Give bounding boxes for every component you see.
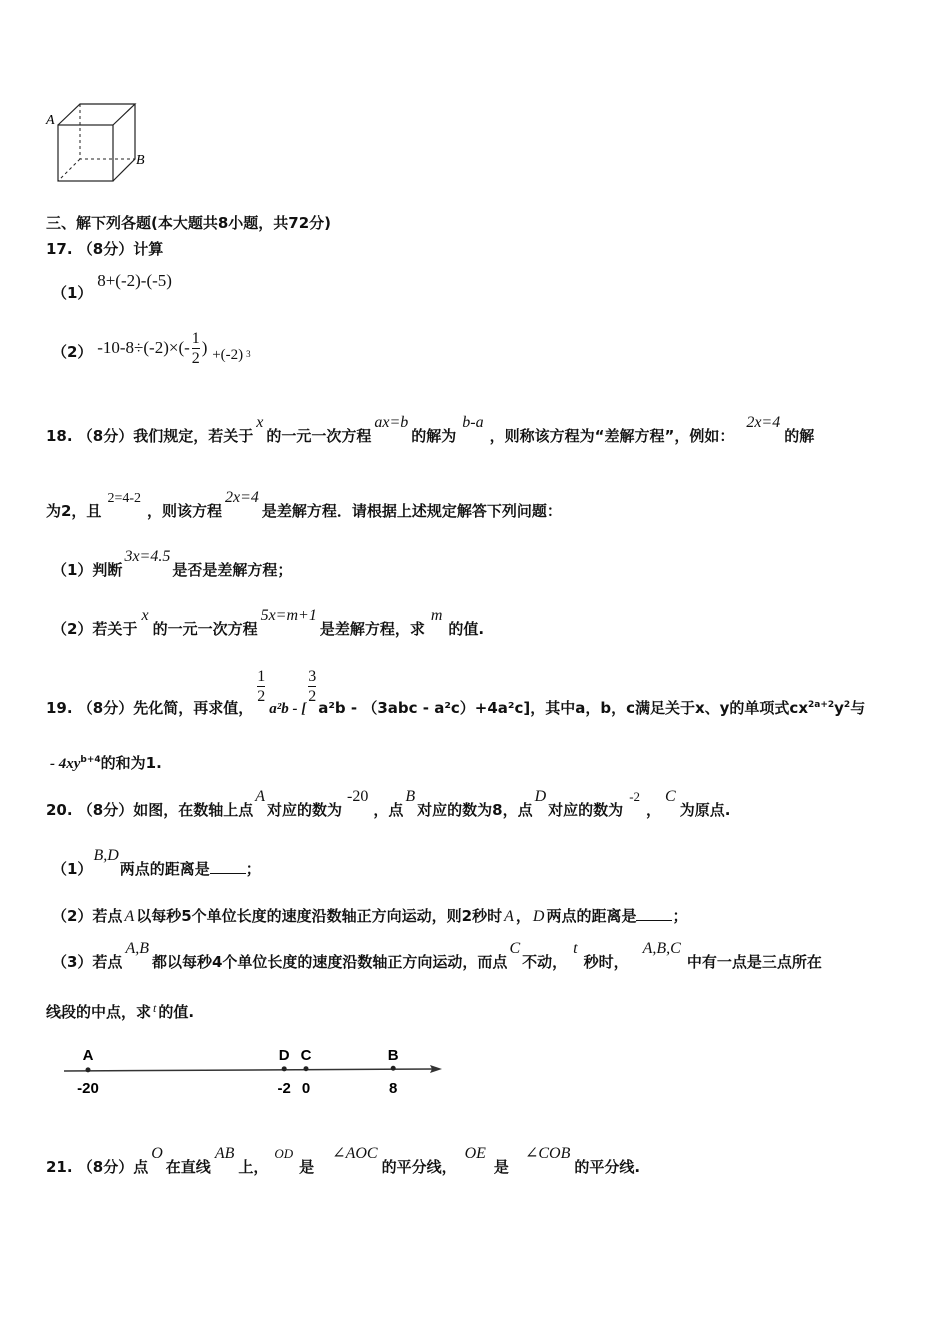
q20-t5: ， [646, 801, 662, 819]
q20-p3-t1: 都以每秒4个单位长度的速度沿数轴正方向运动，而点 [151, 953, 508, 971]
q18-p1-label: （1）判断 [52, 561, 123, 579]
number-line-point-c [304, 1066, 309, 1071]
q18-p2-t1: 的一元一次方程 [152, 620, 258, 638]
q19-l2-t1: - 4xy [50, 756, 81, 772]
number-line-value-c: 0 [301, 1080, 311, 1097]
q19-t3: y [834, 699, 844, 718]
q19-line1 [46, 668, 866, 718]
q20-p3-t: t [573, 940, 578, 957]
q20-part2 [52, 905, 688, 926]
q18-l2-t3: 是差解方程．请根据上述规定解答下列问题： [261, 502, 562, 520]
q20-p2-text1: （2）若点 [52, 907, 123, 925]
cube-right-edges [113, 104, 135, 181]
number-line-axis [64, 1069, 436, 1071]
number-line-value-d: -2 [277, 1080, 291, 1097]
q19-frac1 [257, 668, 265, 705]
q20-D: D [534, 788, 547, 805]
q20-p3-ab: A,B [125, 940, 149, 957]
q18-p2-label: （2）若关于 [52, 620, 138, 638]
q18-part2 [52, 607, 485, 639]
q21-t5: 是 [493, 1158, 509, 1176]
q18-eq-2x4b: 2x=4 [225, 489, 259, 506]
q17-part2-exp: 3 [246, 349, 251, 360]
number-line-label-c: C [300, 1047, 312, 1064]
q19-t2 [318, 699, 865, 717]
q20-p3-l2: 线段的中点，求 [46, 1003, 152, 1021]
cube-top-edges [58, 104, 135, 125]
q18-t4: 的解 [784, 427, 815, 445]
q18-t2: 的解为 [411, 427, 457, 445]
q20-p1-bd: B,D [93, 847, 119, 864]
q18-p2-x: x [141, 607, 149, 624]
q17-part2-left: -10-8÷(-2)×(- [97, 338, 190, 358]
section-heading: 三、解下列各题(本大题共8小题，共72分) [46, 214, 332, 232]
q20-p3-t3: 秒时， [583, 953, 629, 971]
q17-part1-expr: 8+(-2)-(-5) [97, 271, 172, 290]
q18-eq-axb: ax=b [374, 414, 409, 431]
number-line-point-d [282, 1066, 287, 1071]
q17-frac-num: 1 [191, 330, 200, 347]
q17-part1-label: （1） [52, 284, 93, 302]
q18-p1-eq: 3x=4.5 [124, 548, 171, 565]
q21-angAOC: ∠AOC [332, 1145, 378, 1162]
q20-p2-d: D [532, 908, 545, 925]
q20-p3-l2-t: t [153, 1001, 157, 1015]
q17-part2 [52, 330, 251, 367]
q19-frac2-den: 2 [308, 687, 317, 705]
q17-frac-den: 2 [191, 349, 200, 367]
q18-p2-t3: 的值. [448, 620, 485, 638]
q18-t3: ，则称该方程为“差解方程”，例如： [489, 427, 735, 445]
q19-sup2: 2 [843, 700, 851, 711]
q18-eq-2x4: 2x=4 [746, 414, 781, 431]
q19-frac1-den: 2 [257, 687, 266, 705]
q19-frac1-num: 1 [257, 668, 266, 685]
q18-part1 [52, 548, 293, 580]
q20-p1-blank[interactable] [210, 873, 246, 874]
q21-angCOB: ∠COB [524, 1145, 571, 1162]
q20-num: 20. （8分）如图，在数轴上点 [46, 801, 254, 819]
number-line-point-a [86, 1067, 91, 1072]
cube-figure [44, 100, 154, 185]
q17-part2-right: ) [201, 338, 208, 358]
q20-t4: 对应的数为 [548, 801, 624, 819]
q21-t3: 是 [299, 1158, 315, 1176]
q20-t1: 对应的数为 [267, 801, 343, 819]
q20-t6: 为原点. [679, 801, 731, 819]
q18-p2-m: m [430, 607, 443, 624]
q17-stem: 17. （8分）计算 [46, 240, 164, 258]
q20-C: C [665, 788, 676, 805]
q20-p3-label: （3）若点 [52, 953, 123, 971]
q20-part3-line2 [46, 1001, 194, 1022]
q18-t1: 的一元一次方程 [266, 427, 372, 445]
q18-p2-eq: 5x=m+1 [260, 607, 317, 624]
q21-OD: OD [274, 1146, 294, 1161]
q20-part3 [52, 940, 822, 972]
q21-O: O [151, 1145, 163, 1162]
q19-frac2-num: 3 [308, 668, 317, 685]
q20-p3-t4: 中有一点是三点所在 [686, 953, 822, 971]
q20-p1-text: 两点的距离是 [119, 860, 210, 878]
cube-hidden-diagonal [58, 159, 80, 181]
q21-t6: 的平分线. [574, 1158, 641, 1176]
q20-p1-label: （1） [52, 860, 93, 878]
q20-p2-text2: 以每秒5个单位长度的速度沿数轴正方向运动，则2秒时 [136, 907, 503, 925]
q20-t3: 对应的数为8，点 [417, 801, 533, 819]
q21-line [46, 1145, 641, 1177]
q17-part2-tail: +(-2) [212, 347, 244, 364]
q20-p3-t2: 不动， [522, 953, 568, 971]
q18-eq-24-2: 2=4-2 [107, 491, 141, 506]
q20-valD: -2 [629, 789, 641, 804]
q19-t4: 与 [850, 699, 866, 718]
q19-line2 [50, 752, 162, 773]
number-line-point-b [391, 1066, 396, 1071]
q19-t2-text: a²b - （3abc - a²c）+4a²c]，其中a，b，c满足关于x、y的单项式cx [318, 699, 808, 718]
q18-p1-tail: 是否是差解方程； [172, 561, 293, 579]
number-line-label-a: A [82, 1047, 94, 1064]
q21-AB: AB [214, 1145, 235, 1162]
q19-num: 19. （8分）先化简，再求值， [46, 699, 254, 718]
q19-l2-sup: b+4 [80, 755, 101, 765]
number-line-value-a: -20 [77, 1080, 99, 1097]
q18-line1 [46, 414, 815, 446]
q20-p1-end: ； [245, 860, 261, 878]
q20-p2-blank[interactable] [636, 920, 672, 921]
q18-var-x: x [256, 414, 264, 431]
q18-l2-t2: ，则该方程 [147, 502, 223, 520]
q21-OE: OE [464, 1145, 486, 1162]
q20-A: A [255, 788, 266, 805]
q20-p2-a2: A [504, 908, 514, 925]
q21-t2: 上， [238, 1158, 269, 1176]
q20-p2-end: ； [672, 907, 688, 925]
q18-num: 18. （8分）我们规定，若关于 [46, 427, 254, 445]
q20-p3-l2-end: 的值. [158, 1003, 195, 1021]
number-line [60, 1038, 460, 1108]
q18-l2-t1: 为2，且 [46, 502, 102, 520]
q17-part2-label: （2） [52, 343, 93, 362]
q19-t1: a²b - [ [269, 701, 307, 718]
q18-line2 [46, 489, 562, 521]
q21-t4: 的平分线， [381, 1158, 457, 1176]
q20-p2-text3: 两点的距离是 [546, 907, 637, 925]
q20-B: B [405, 788, 416, 805]
q20-t2: ，点 [373, 801, 404, 819]
q20-part1 [52, 847, 261, 879]
q17-part1 [52, 270, 172, 302]
number-line-value-b: 8 [389, 1080, 398, 1097]
q19-l2-t2: 的和为1. [100, 754, 162, 772]
q19-sup1: 2a+2 [808, 700, 835, 711]
q20-p3-c: C [509, 940, 521, 957]
q18-p2-t2: 是差解方程，求 [319, 620, 425, 638]
q20-p2-comma: ， [515, 907, 531, 925]
q21-num: 21. （8分）点 [46, 1158, 149, 1176]
q19-frac2 [308, 668, 316, 705]
q20-p3-abc: A,B,C [642, 940, 681, 957]
q18-ba: b-a [462, 414, 484, 431]
q20-valA: -20 [347, 788, 369, 805]
cube-label-b: B [136, 153, 145, 168]
q20-p2-a: A [124, 908, 135, 925]
number-line-label-d: D [278, 1047, 290, 1064]
cube-label-a: A [46, 113, 55, 128]
q20-line1 [46, 788, 731, 820]
q17-part2-fraction [192, 330, 200, 367]
q21-t1: 在直线 [165, 1158, 211, 1176]
number-line-label-b: B [387, 1047, 399, 1064]
